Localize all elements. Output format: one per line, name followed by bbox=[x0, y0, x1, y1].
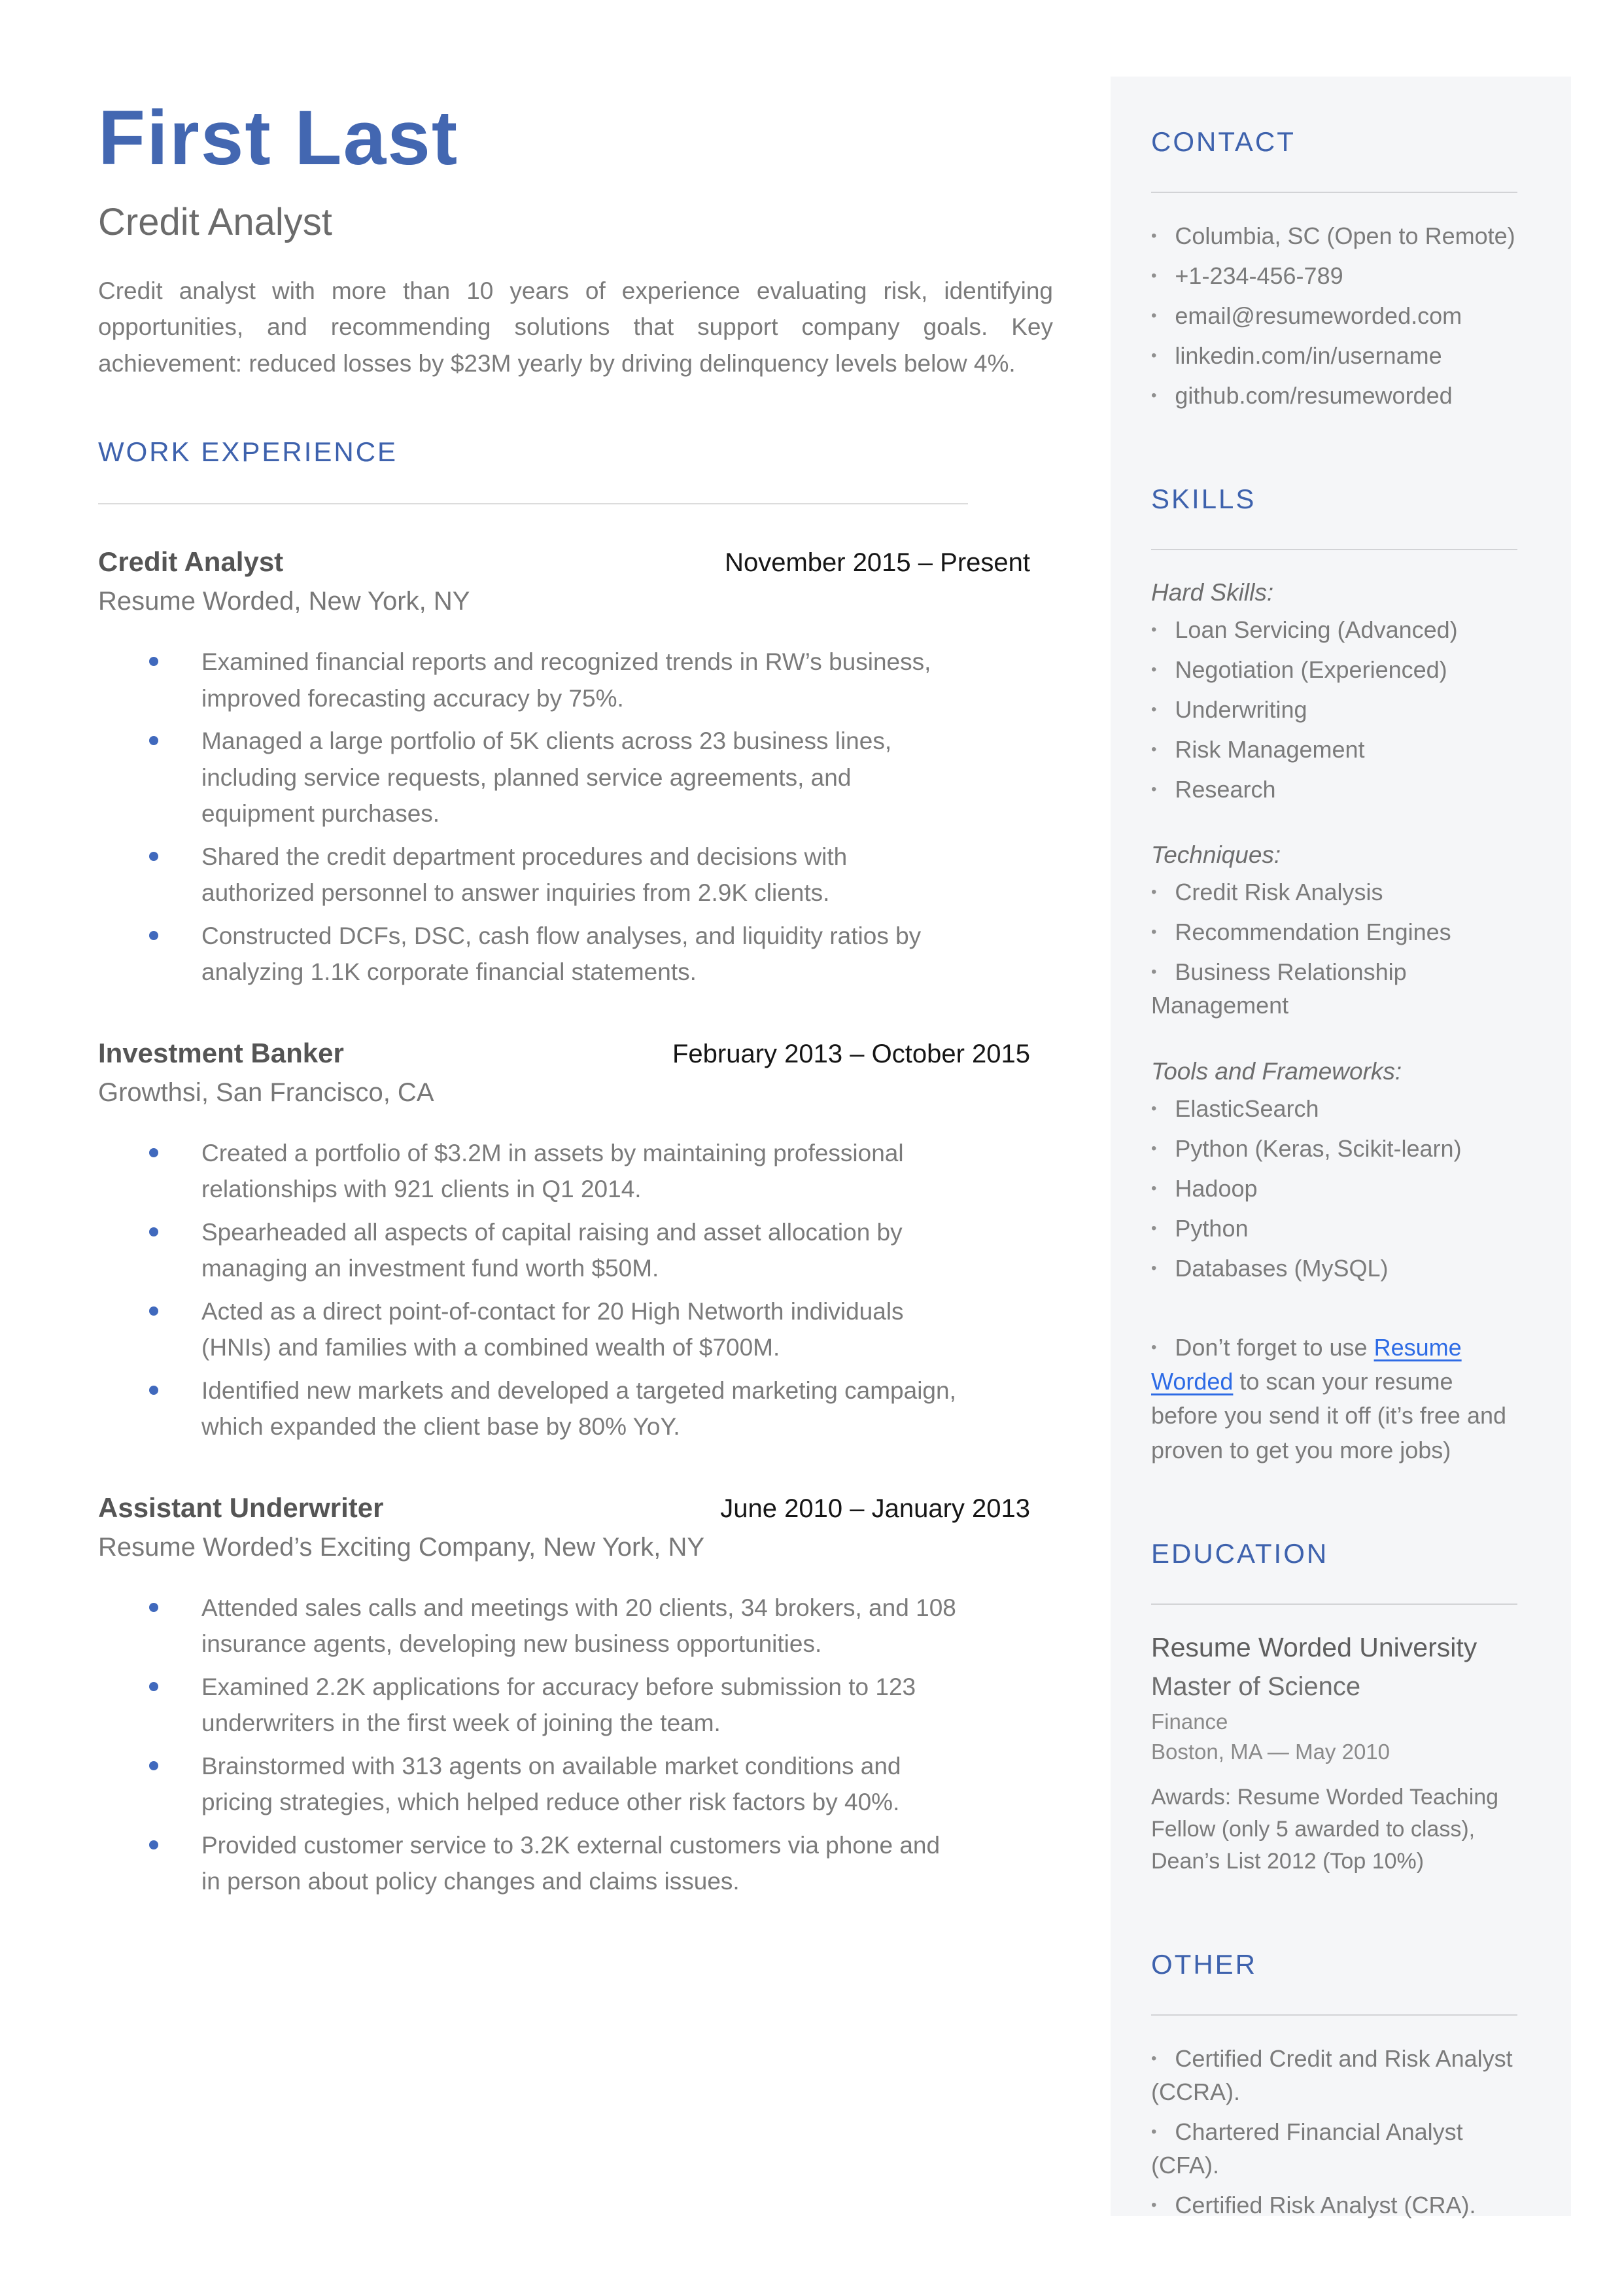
skills-group-tools bbox=[1151, 1058, 1517, 1286]
contact-divider bbox=[1151, 192, 1517, 193]
bullet-item bbox=[98, 918, 1054, 990]
note-suffix: to scan your resume before you send it off (it’s free and proven to get you more jobs) bbox=[1151, 1368, 1507, 1463]
bullet-text: Spearheaded all aspects of capital raising and asset allocation by managing an investment fund worth $50M. bbox=[201, 1218, 903, 1282]
certification-item: • Chartered Financial Analyst (CFA). bbox=[1151, 2115, 1517, 2182]
certification-list bbox=[1151, 2042, 1517, 2222]
bullet-item bbox=[98, 1214, 1054, 1287]
skill-item: • Python bbox=[1151, 1212, 1517, 1245]
bullet-text: Identified new markets and developed a targeted marketing campaign, which expanded the client base by 80% YoY. bbox=[201, 1376, 956, 1441]
skill-item: • Underwriting bbox=[1151, 693, 1517, 726]
bullet-item bbox=[98, 1827, 1054, 1900]
sidebar-content bbox=[1151, 126, 1517, 2222]
job-title: Assistant Underwriter bbox=[98, 1492, 384, 1523]
resume-worded-link[interactable]: Resume Worded bbox=[1151, 1334, 1462, 1395]
job-assistant-underwriter bbox=[98, 1492, 1054, 1900]
bullet-dot-icon bbox=[149, 931, 158, 940]
skill-item: • Recommendation Engines bbox=[1151, 915, 1517, 949]
bullet-text: Managed a large portfolio of 5K clients across 23 business lines, including service requests, planned service agreements, and equipment purchases. bbox=[201, 727, 892, 828]
bullet-item bbox=[98, 1373, 1054, 1445]
certification-item: • Certified Credit and Risk Analyst (CCRA). bbox=[1151, 2042, 1517, 2109]
contact-item-email: • email@resumeworded.com bbox=[1151, 299, 1517, 332]
skills-group-label: Techniques: bbox=[1151, 841, 1281, 869]
bullet-text: Created a portfolio of $3.2M in assets by maintaining professional relationships with 921 clients in Q1 2014. bbox=[201, 1139, 904, 1203]
bullet-item bbox=[98, 1669, 1054, 1742]
job-dates: November 2015 – Present bbox=[725, 548, 1030, 578]
contact-item-github: • github.com/resumeworded bbox=[1151, 379, 1517, 412]
job-bullet-list bbox=[98, 644, 1054, 990]
contact-item-linkedin: • linkedin.com/in/username bbox=[1151, 339, 1517, 372]
skill-item: • Negotiation (Experienced) bbox=[1151, 653, 1517, 686]
bullet-dot-icon bbox=[149, 736, 158, 745]
bullet-dot-icon bbox=[149, 1306, 158, 1316]
certification-item: • Certified Risk Analyst (CRA). bbox=[1151, 2188, 1517, 2222]
bullet-dot-icon bbox=[149, 852, 158, 861]
job-dates: February 2013 – October 2015 bbox=[672, 1039, 1030, 1068]
job-investment-banker bbox=[98, 1038, 1054, 1445]
education-location-date: Boston, MA — May 2010 bbox=[1151, 1739, 1391, 1764]
bullet-dot-icon bbox=[149, 1603, 158, 1612]
section-heading-other: OTHER bbox=[1151, 1948, 1257, 1980]
work-experience-divider bbox=[98, 503, 968, 504]
bullet-text: Brainstormed with 313 agents on available market conditions and pricing strategies, which helped reduce other risk factors by 40%. bbox=[201, 1752, 901, 1816]
person-title: Credit Analyst bbox=[98, 200, 332, 243]
skill-item: • Python (Keras, Scikit-learn) bbox=[1151, 1132, 1517, 1165]
resume-name: First Last bbox=[98, 95, 459, 181]
bullet-dot-icon bbox=[149, 1761, 158, 1770]
skills-group-hard-skills bbox=[1151, 579, 1517, 807]
bullet-text: Attended sales calls and meetings with 20 clients, 34 brokers, and 108 insurance agents, developing new business opportunities. bbox=[201, 1594, 956, 1658]
bullet-dot-icon bbox=[149, 1386, 158, 1395]
bullet-item bbox=[98, 723, 1054, 832]
school-name: Resume Worded University bbox=[1151, 1632, 1477, 1662]
other-section bbox=[1151, 1949, 1517, 2222]
skill-item: • Loan Servicing (Advanced) bbox=[1151, 613, 1517, 646]
contact-section bbox=[1151, 126, 1517, 413]
bullet-text: Acted as a direct point-of-contact for 20 High Networth individuals (HNIs) and families with a combined wealth of $700M. bbox=[201, 1297, 904, 1361]
skill-item: • Business Relationship Management bbox=[1151, 955, 1517, 1022]
job-company: Resume Worded’s Exciting Company, New York, NY bbox=[98, 1532, 705, 1562]
job-company: Resume Worded, New York, NY bbox=[98, 587, 470, 616]
education-divider bbox=[1151, 1603, 1517, 1605]
job-bullet-list bbox=[98, 1135, 1054, 1445]
major: Finance bbox=[1151, 1709, 1228, 1734]
skill-item: • Research bbox=[1151, 773, 1517, 806]
bullet-item bbox=[98, 1590, 1054, 1662]
job-company: Growthsi, San Francisco, CA bbox=[98, 1077, 434, 1107]
skills-group-label: Hard Skills: bbox=[1151, 578, 1274, 606]
degree: Master of Science bbox=[1151, 1672, 1361, 1701]
bullet-item bbox=[98, 1293, 1054, 1366]
section-heading-work-experience: WORK EXPERIENCE bbox=[98, 436, 398, 468]
bullet-dot-icon bbox=[149, 657, 158, 666]
bullet-item bbox=[98, 1135, 1054, 1208]
bullet-dot-icon bbox=[149, 1840, 158, 1849]
bullet-dot-icon bbox=[149, 1682, 158, 1691]
bullet-text: Provided customer service to 3.2K external customers via phone and in person about policy changes and claims issues. bbox=[201, 1831, 941, 1895]
contact-item-phone: • +1-234-456-789 bbox=[1151, 259, 1517, 292]
summary-text: Credit analyst with more than 10 years of experience evaluating risk, identifying opportunities, and recommending solutions that support company goals. Key achievement: reduced losses by $23M yearly by driving delinquency levels below 4%. bbox=[98, 277, 1053, 377]
skills-divider bbox=[1151, 549, 1517, 550]
bullet-item bbox=[98, 1748, 1054, 1821]
main-column bbox=[98, 95, 1054, 1900]
skill-item: • Hadoop bbox=[1151, 1172, 1517, 1205]
bullet-text: Examined 2.2K applications for accuracy before submission to 123 underwriters in the first week of joining the team. bbox=[201, 1673, 916, 1737]
section-heading-skills: SKILLS bbox=[1151, 483, 1256, 514]
bullet-text: Examined financial reports and recognized trends in RW’s business, improved forecasting accuracy by 75%. bbox=[201, 648, 931, 712]
education-section bbox=[1151, 1538, 1517, 1878]
bullet-dot-icon bbox=[149, 1227, 158, 1236]
job-header bbox=[98, 1492, 1030, 1524]
job-header bbox=[98, 1038, 1030, 1069]
contact-item-location: • Columbia, SC (Open to Remote) bbox=[1151, 219, 1517, 253]
skills-group-label: Tools and Frameworks: bbox=[1151, 1057, 1402, 1085]
skill-item: • ElasticSearch bbox=[1151, 1092, 1517, 1125]
skill-item: • Risk Management bbox=[1151, 733, 1517, 766]
job-credit-analyst bbox=[98, 546, 1054, 990]
job-title: Credit Analyst bbox=[98, 546, 284, 578]
sidebar-panel bbox=[1111, 77, 1571, 2219]
job-header bbox=[98, 546, 1030, 578]
skill-item: • Databases (MySQL) bbox=[1151, 1252, 1517, 1285]
job-bullet-list bbox=[98, 1590, 1054, 1900]
awards-text: Awards: Resume Worded Teaching Fellow (only 5 awarded to class), Dean’s List 2012 (Top 10%) bbox=[1151, 1784, 1499, 1874]
section-heading-education: EDUCATION bbox=[1151, 1537, 1329, 1569]
contact-list bbox=[1151, 219, 1517, 413]
bullet-dot-icon bbox=[149, 1148, 158, 1157]
skills-section bbox=[1151, 483, 1517, 1467]
resume-worded-note bbox=[1151, 1331, 1517, 1467]
skills-group-techniques bbox=[1151, 841, 1517, 1022]
bullet-item bbox=[98, 644, 1054, 716]
section-heading-contact: CONTACT bbox=[1151, 126, 1296, 157]
bullet-text: Constructed DCFs, DSC, cash flow analyses, and liquidity ratios by analyzing 1.1K corporate financial statements. bbox=[201, 922, 922, 986]
other-divider bbox=[1151, 2014, 1517, 2016]
bullet-text: Shared the credit department procedures and decisions with authorized personnel to answer inquiries from 2.9K clients. bbox=[201, 843, 848, 907]
bullet-item bbox=[98, 839, 1054, 911]
job-title: Investment Banker bbox=[98, 1037, 344, 1068]
job-dates: June 2010 – January 2013 bbox=[720, 1494, 1030, 1523]
note-prefix: Don’t forget to use bbox=[1175, 1334, 1374, 1361]
skill-item: • Credit Risk Analysis bbox=[1151, 875, 1517, 909]
